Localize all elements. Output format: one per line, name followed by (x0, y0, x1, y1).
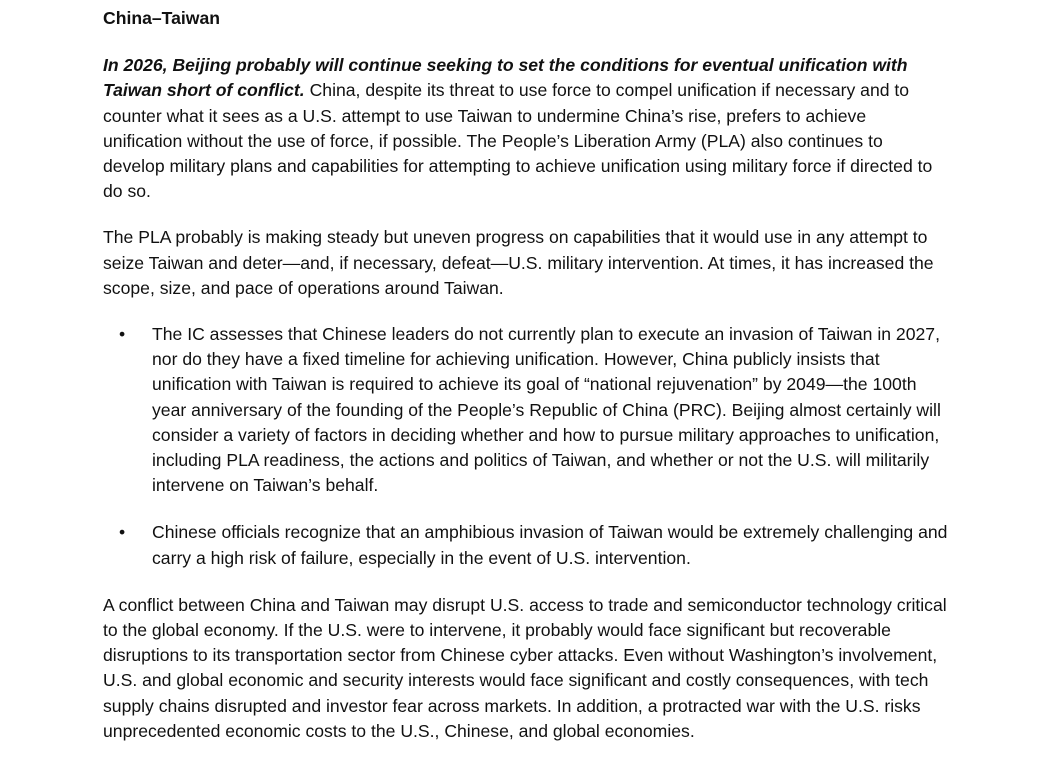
paragraph-intro (103, 53, 948, 204)
list-item (103, 322, 948, 498)
section-heading: China–Taiwan (103, 8, 220, 28)
list-item (103, 520, 948, 570)
bullet-list (103, 322, 948, 571)
bullet-icon: • (119, 324, 126, 345)
bullet-icon: • (119, 522, 126, 543)
lead-sentence: In 2026, Beijing probably will continue seeking to set the conditions for eventual unification with Taiwan short of conflict. (103, 55, 908, 101)
paragraph-economic-impact: A conflict between China and Taiwan may disrupt U.S. access to trade and semiconductor technology critical to the global economy. If the U.S. were to intervene, it probably would face significant but recoverable disruptions to its transportation sector from Chinese cyber attacks. Even without Washington’s involvement, U.S. and global economic and security interests would face significant and costly consequences, with tech supply chains disrupted and investor fear across markets. In addition, a protracted war with the U.S. risks unprecedented economic costs to the U.S., Chinese, and global economies. (103, 594, 947, 741)
paragraph-pla-progress: The PLA probably is making steady but uneven progress on capabilities that it would use in any attempt to seize Taiwan and deter—and, if necessary, defeat—U.S. military intervention. At times, it has increased the scope, size, and pace of operations around Taiwan. (103, 227, 934, 298)
list-item-text: The IC assesses that Chinese leaders do not currently plan to execute an invasion of Taiwan in 2027, nor do they have a fixed timeline for achieving unification. However, China publicly insists that unification with Taiwan is required to achieve its goal of “national rejuvenation” by 2049—the 100th year anniversary of the founding of the People’s Republic of China (PRC). Beijing almost certainly will consider a variety of factors in deciding whether and how to pursue military approaches to unification, including PLA readiness, the actions and politics of Taiwan, and whether or not the U.S. will militarily intervene on Taiwan’s behalf. (152, 324, 941, 496)
document-page (103, 6, 948, 765)
intro-body: China, despite its threat to use force to compel unification if necessary and to counter what it sees as a U.S. attempt to use Taiwan to undermine China’s rise, prefers to achieve unification without the use of force, if possible. The People’s Liberation Army (PLA) also continues to develop military plans and capabilities for attempting to achieve unification using military force if directed to do so. (103, 80, 933, 202)
list-item-text: Chinese officials recognize that an amphibious invasion of Taiwan would be extremely challenging and carry a high risk of failure, especially in the event of U.S. intervention. (152, 522, 948, 568)
